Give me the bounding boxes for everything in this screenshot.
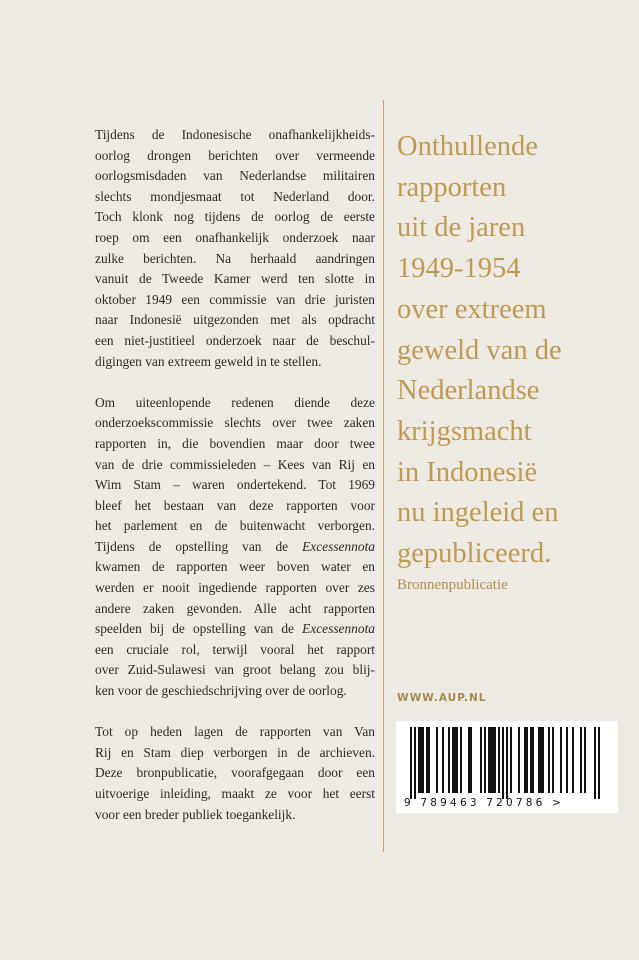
headline-line: Nederlandse <box>397 375 540 407</box>
barcode-bar <box>456 727 458 793</box>
blurb-line <box>95 578 375 599</box>
barcode-bar <box>518 727 520 793</box>
barcode-bar <box>422 727 424 793</box>
headline-line: rapporten <box>397 171 507 203</box>
blurb-line <box>95 290 375 311</box>
barcode-bar <box>572 727 574 793</box>
text-segment: een niet-justitieel onderzoek naar de beschul- <box>95 332 375 348</box>
barcode-bar <box>502 727 504 799</box>
blurb-line <box>95 516 375 537</box>
blurb-paragraph <box>95 722 375 825</box>
text-segment: Deze bronpublicatie, voorafgegaan door een <box>95 765 375 781</box>
text-segment: vanuit de Tweede Kamer werd ten slotte in <box>95 271 375 287</box>
blurb-line <box>95 393 375 414</box>
text-segment: roep om een onafhankelijk onderzoek naar <box>95 229 375 245</box>
headline-line: geweld van de <box>397 334 562 366</box>
barcode-bar <box>448 727 450 793</box>
text-segment: Om uiteenlopende redenen diende deze <box>95 394 375 410</box>
barcode-bar <box>498 727 500 793</box>
barcode-bar <box>594 727 596 799</box>
blurb-line <box>95 310 375 331</box>
vertical-divider-line <box>383 100 384 852</box>
text-segment: zulke berichten. Na herhaald aandringen <box>95 250 375 266</box>
text-segment: Tijdens de Indonesische onafhankelijkheids- <box>95 127 375 142</box>
italic-title: Excessennota <box>302 538 375 554</box>
blurb-line <box>95 207 375 228</box>
barcode-bar <box>548 727 550 793</box>
barcode-bar <box>442 727 444 793</box>
barcode-bar <box>468 727 470 793</box>
barcode-bar <box>540 727 542 793</box>
headline-line: Onthullende <box>397 131 538 162</box>
text-segment: oorlog drongen berichten over vermeende <box>95 147 375 163</box>
barcode-bar <box>532 727 534 793</box>
blurb-line <box>95 228 375 249</box>
barcode-bar <box>538 727 540 793</box>
text-segment: uitvoerige inleiding, maakt ze voor het eerst <box>95 786 375 801</box>
barcode-bar <box>420 727 422 793</box>
barcode-bar <box>552 727 554 793</box>
text-segment: speelden bij de opstelling van de <box>95 621 303 637</box>
text-segment: rapporten in, die bovendien maar door twee <box>95 435 375 451</box>
blurb-line <box>95 681 375 702</box>
barcode-bar <box>490 727 492 793</box>
barcode-bar <box>598 727 600 799</box>
blurb-line <box>95 496 375 517</box>
text-segment: digingen van extreem geweld in te stellen. <box>95 353 322 369</box>
barcode-digits: 9 789463 720786 > <box>404 797 565 809</box>
barcode-bar <box>506 727 508 799</box>
text-segment: van de drie commissieleden – Kees van Rij en <box>95 456 375 472</box>
text-segment: Rij en Stam diep verborgen in de archieven. <box>95 744 375 760</box>
blurb-line <box>95 269 375 290</box>
barcode-bar <box>530 727 532 793</box>
text-segment: Wim Stam – waren ondertekend. Tot 1969 <box>95 477 375 493</box>
barcode-bar <box>454 727 456 793</box>
headline-line: krijgsmacht <box>397 415 532 447</box>
text-segment: ken voor de geschiedschrijving over de oorlog. <box>95 683 347 699</box>
blurb-line <box>95 722 375 743</box>
publisher-url: WWW.AUP.NL <box>397 692 487 704</box>
barcode-bar <box>426 727 428 793</box>
headline-tagline <box>397 127 632 575</box>
barcode-bar <box>542 727 544 793</box>
blurb-line <box>95 166 375 187</box>
text-segment: andere zaken gevonden. Alle acht rapporten <box>95 600 375 616</box>
barcode-bar <box>460 727 462 793</box>
text-segment: Tijdens de opstelling van de <box>95 538 303 554</box>
barcode-bar <box>418 727 420 793</box>
text-segment: Toch klonk nog tijdens de oorlog de eerste <box>95 209 375 225</box>
blurb-line <box>95 599 375 620</box>
text-segment: Tot op heden lagen de rapporten van Van <box>95 724 375 740</box>
barcode-bar <box>580 727 582 793</box>
isbn-barcode <box>396 721 618 813</box>
barcode-bar <box>492 727 494 793</box>
blurb-text <box>95 125 375 846</box>
blurb-paragraph <box>95 393 375 702</box>
blurb-line <box>95 743 375 764</box>
text-segment: oktober 1949 een commissie van drie juristen <box>95 291 375 307</box>
blurb-line <box>95 146 375 167</box>
blurb-line <box>95 187 375 208</box>
text-segment: bleef het bestaan van deze rapporten voor <box>95 497 375 513</box>
blurb-line <box>95 784 375 805</box>
blurb-line <box>95 434 375 455</box>
headline-line: uit de jaren <box>397 212 526 244</box>
blurb-line <box>95 805 375 826</box>
barcode-bar <box>480 727 482 793</box>
blurb-line <box>95 249 375 270</box>
blurb-line <box>95 537 375 558</box>
blurb-paragraph <box>95 125 375 372</box>
text-segment: voor een breder publiek toegankelijk. <box>95 806 296 822</box>
blurb-line <box>95 352 375 373</box>
text-segment: oorlogsmisdaden van Nederlandse militairen <box>95 168 375 184</box>
barcode-bar <box>414 727 416 799</box>
text-segment: een cruciale rol, terwijl vooral het rapport <box>95 641 375 657</box>
barcode-bar <box>470 727 472 793</box>
text-segment: kwamen de rapporten weer boven water en <box>95 559 375 575</box>
barcode-bar <box>524 727 526 793</box>
text-segment: over Zuid-Sulawesi van groot belang zou blij- <box>95 662 375 678</box>
text-segment: slechts mondjesmaat tot Nederland door. <box>95 188 375 204</box>
subtitle: Bronnenpublicatie <box>397 577 508 593</box>
blurb-line <box>95 619 375 640</box>
headline-line: over extreem <box>397 293 547 325</box>
blurb-line <box>95 331 375 352</box>
blurb-line <box>95 660 375 681</box>
barcode-bar <box>560 727 562 793</box>
barcode-bar <box>566 727 568 793</box>
blurb-line <box>95 557 375 578</box>
barcode-bar <box>436 727 438 793</box>
blurb-line <box>95 413 375 434</box>
barcode-bar <box>526 727 528 793</box>
headline-line: gepubliceerd. <box>397 538 552 570</box>
headline-line: in Indonesië <box>397 456 538 488</box>
barcode-bar <box>510 727 512 793</box>
blurb-line <box>95 640 375 661</box>
blurb-line <box>95 763 375 784</box>
barcode-bar <box>452 727 454 793</box>
text-segment: werden er nooit ingediende rapporten over zes <box>95 580 375 596</box>
barcode-bar <box>484 727 486 793</box>
text-segment: het parlement en de buitenwacht verborgen. <box>95 518 375 534</box>
headline-line: 1949-1954 <box>397 253 521 285</box>
barcode-bar <box>410 727 412 799</box>
italic-title: Excessennota <box>302 621 375 637</box>
blurb-line <box>95 125 375 146</box>
blurb-line <box>95 455 375 476</box>
barcode-bar <box>584 727 586 793</box>
blurb-line <box>95 475 375 496</box>
headline-line: nu ingeleid en <box>397 497 559 529</box>
barcode-bar <box>428 727 430 793</box>
barcode-bar <box>488 727 490 793</box>
text-segment: naar Indonesië uitgezonden met als opdracht <box>95 312 375 328</box>
barcode-bar <box>494 727 496 793</box>
text-segment: onderzoekscommissie slechts over twee zaken <box>95 415 375 431</box>
